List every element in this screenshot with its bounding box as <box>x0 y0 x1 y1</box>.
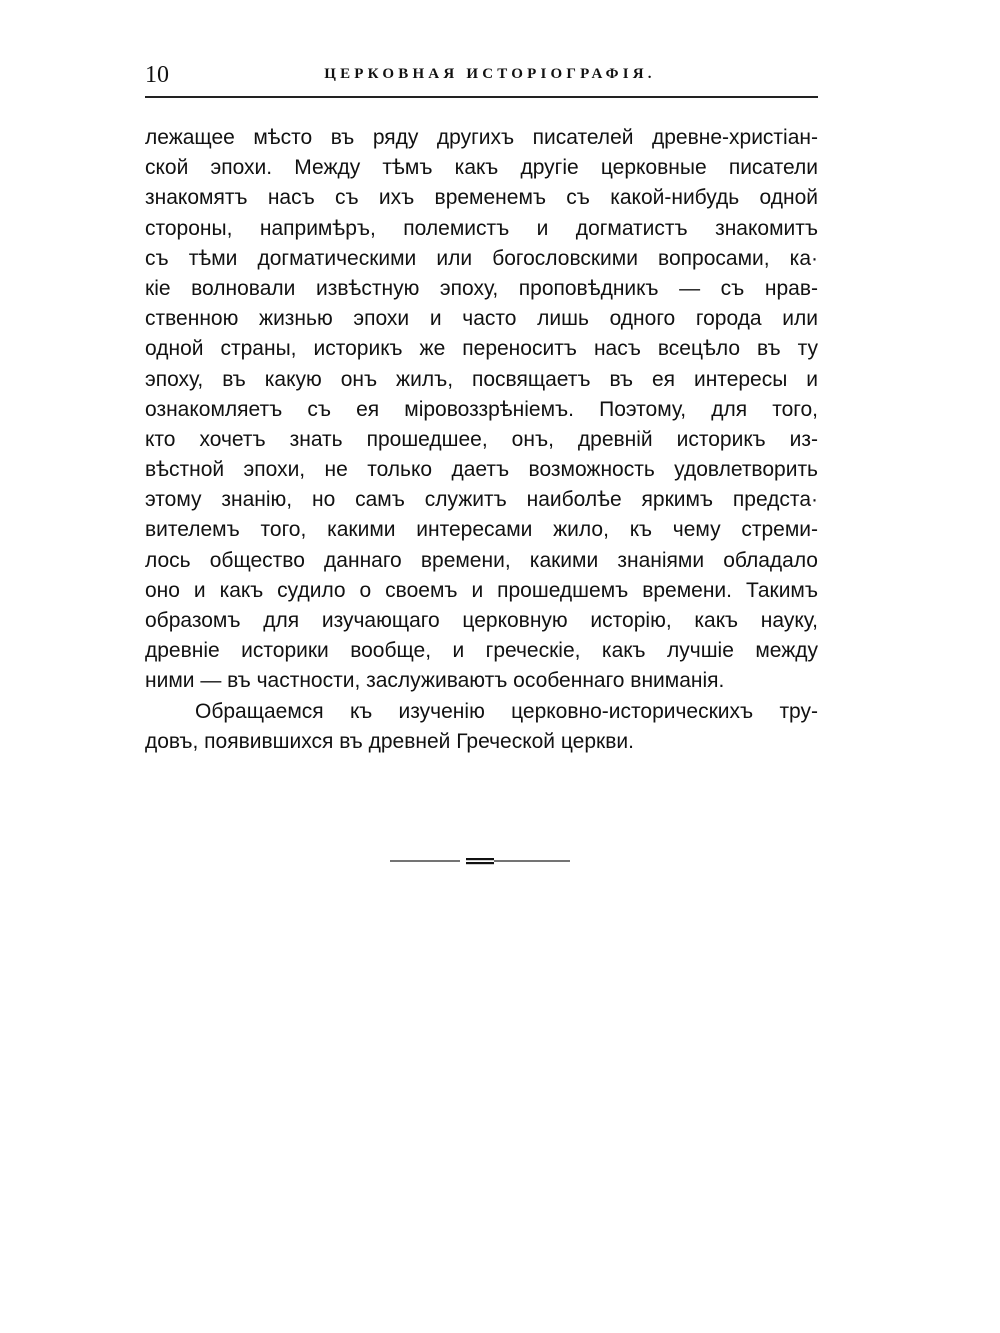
running-title: ЦЕРКОВНАЯ ИСТОРІОГРАФІЯ. <box>324 66 656 82</box>
text-line: оно и какъ судило о своемъ и прошедшемъ времени. Такимъ <box>145 578 818 602</box>
text-line: ской эпохи. Между тѣмъ какъ другіе церковные писатели <box>145 156 818 180</box>
text-line: кіе волновали извѣстную эпоху, проповѣдникъ — съ нрав- <box>145 276 818 300</box>
text-line: одной страны, историкъ же переноситъ насъ всецѣло въ ту <box>145 337 818 361</box>
page-number: 10 <box>145 62 169 88</box>
text-line: этому знанію, но самъ служитъ наиболѣе яркимъ предста· <box>145 488 818 512</box>
text-line: стороны, напримѣръ, полемистъ и догматистъ знакомитъ <box>145 216 818 240</box>
section-end-ornament <box>390 856 570 866</box>
text-line: ними — въ частности, заслуживаютъ особеннаго вниманія. <box>145 669 725 693</box>
text-line: ственною жизнью эпохи и часто лишь одного города или <box>145 307 818 331</box>
text-line: лежащее мѣсто въ ряду другихъ писателей древне-христіан- <box>145 126 818 149</box>
text-line: довъ, появившихся въ древней Греческой церкви. <box>145 729 634 753</box>
header-rule <box>145 96 818 98</box>
text-line: Обращаемся къ изученію церковно-историческихъ тру- <box>195 699 818 723</box>
text-line: ознакомляетъ съ ея міровоззрѣніемъ. Поэтому, для того, <box>145 397 818 421</box>
text-line: вителемъ того, какими интересами жило, къ чему стреми- <box>145 518 818 542</box>
text-line: съ тѣми догматическими или богословскими вопросами, ка· <box>145 246 818 270</box>
text-line: эпоху, въ какую онъ жилъ, посвящаетъ въ ея интересы и <box>145 367 818 391</box>
text-line: знакомятъ насъ съ ихъ временемъ съ какой-нибудь одной <box>145 186 818 210</box>
text-line: образомъ для изучающаго церковную исторію, какъ науку, <box>145 609 818 632</box>
text-line: кто хочетъ знать прошедшее, онъ, древній историкъ из- <box>145 427 818 451</box>
text-line: лось общество даннаго времени, какими знаніями обладало <box>145 548 818 572</box>
text-line: вѣстной эпохи, не только даетъ возможность удовлетворить <box>145 458 818 482</box>
text-line: древніе историки вообще, и греческіе, какъ лучшіе между <box>145 639 818 663</box>
body-text <box>145 123 818 757</box>
